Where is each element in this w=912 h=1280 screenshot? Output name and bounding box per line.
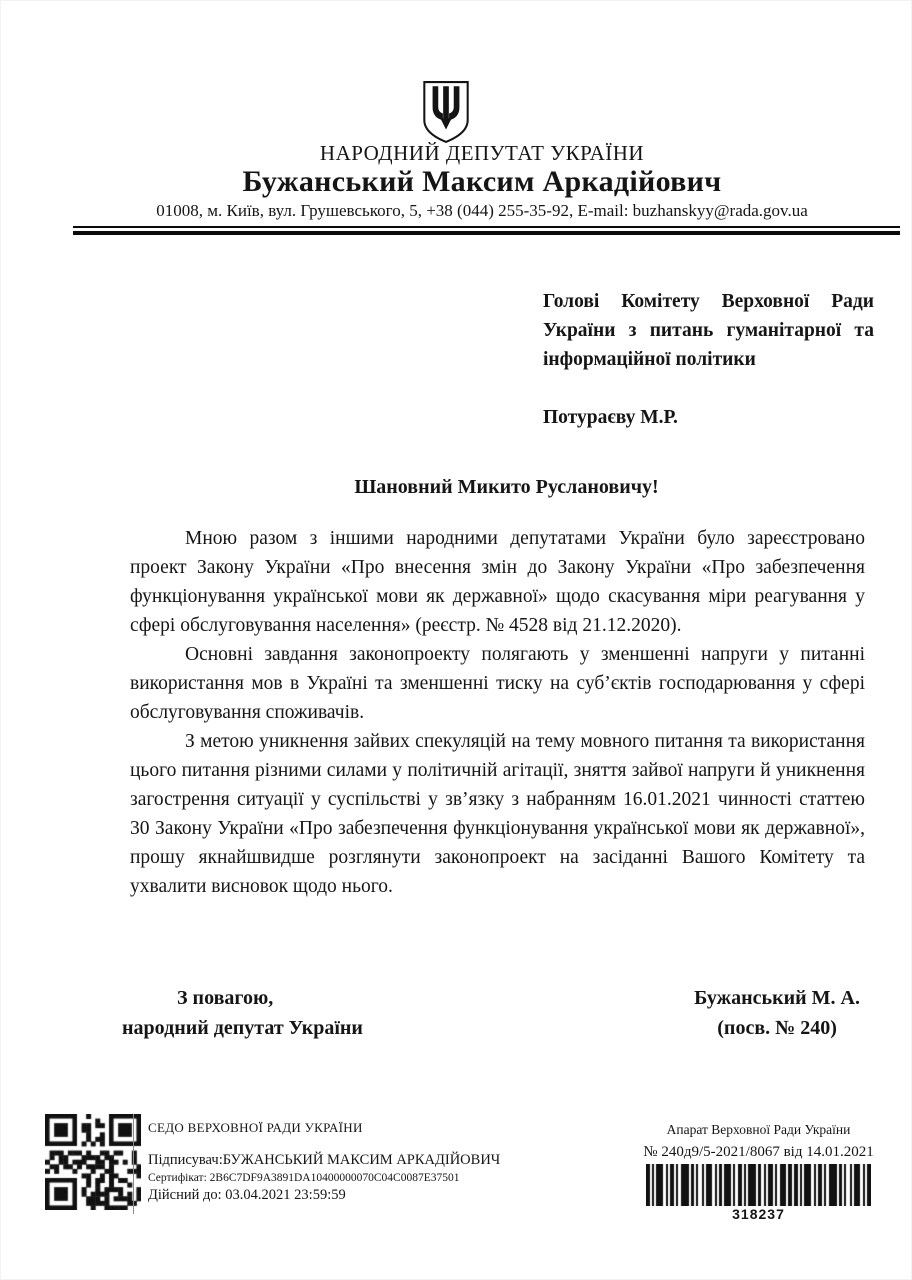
signature-role: народний депутат України — [122, 1017, 363, 1039]
letterhead-title: НАРОДНИЙ ДЕПУТАТ УКРАЇНИ — [319, 141, 645, 165]
body-paragraph: Основні завдання законопроекту полягають у зменшенні напруги у питанні використання мов в Україні та зменшенні тиску на суб’єктів господарювання у сфері обслуговування споживачів. — [130, 644, 865, 723]
signature-block — [122, 983, 860, 1043]
signature-right — [694, 983, 860, 1043]
sedo-signer: Підписувач:БУЖАНСЬКИЙ МАКСИМ АРКАДІЙОВИЧ — [148, 1152, 501, 1168]
footer-divider — [133, 1114, 134, 1214]
registration-stamp — [640, 1122, 877, 1222]
sedo-system-label: СЕДО ВЕРХОВНОЇ РАДИ УКРАЇНИ — [148, 1120, 363, 1135]
salutation: Шановний Микито Руслановичу! — [354, 476, 659, 498]
recipient-block — [543, 287, 874, 432]
barcode-icon — [646, 1164, 871, 1206]
sedo-certificate: Сертифікат: 2B6C7DF9A3891DA10400000070C04C0087E37501 — [148, 1172, 460, 1184]
body-paragraph: Мною разом з іншими народними депутатами України було зареєстровано проект Закону України «Про внесення змін до Закону України «Про забезпечення функціонування української мови як державної» щодо скасування міри реагування у сфері обслуговування населення» (реєстр. № 4528 від 21.12.2020). — [130, 528, 865, 636]
barcode-number: 318237 — [732, 1206, 785, 1222]
sedo-valid-until: Дійсний до: 03.04.2021 23:59:59 — [148, 1187, 346, 1203]
sedo-signature-stamp — [148, 1120, 500, 1204]
recipient-line: України з питань гуманітарної та — [543, 320, 874, 341]
registration-number: № 240д9/5-2021/8067 від 14.01.2021 — [643, 1144, 874, 1160]
signature-credential: (посв. № 240) — [717, 1017, 837, 1039]
recipient-line: інформаційної політики — [543, 349, 756, 370]
letter-body — [130, 524, 865, 901]
recipient-line: Голові Комітету Верховної Ради — [543, 291, 874, 312]
ukraine-trident-icon — [420, 80, 472, 144]
signature-left — [122, 983, 363, 1043]
letterhead-address: 01008, м. Київ, вул. Грушевського, 5, +38 (044) 255-35-92, E-mail: buzhanskyy@rada.gov.ua — [156, 201, 808, 220]
signature-name: Бужанський М. А. — [694, 987, 860, 1009]
body-paragraph: З метою уникнення зайвих спекуляцій на тему мовного питання та використання цього питання різними силами у політичній агітації, зняття зайвої напруги й уникнення загострення ситуації у суспільстві у зв’язку з набранням 16.01.2021 чинності статтею 30 Закону України «Про забезпечення функціонування української мови як державної», прошу якнайшвидше розглянути законопроект на засіданні Вашого Комітету та ухвалити висновок щодо нього. — [130, 731, 865, 897]
footer — [45, 1112, 875, 1242]
recipient-name: Потураєву М.Р. — [543, 407, 678, 428]
signature-closing: З повагою, — [177, 987, 274, 1009]
deputy-name: Бужанський Максим Аркадійович — [242, 165, 722, 198]
qr-code-icon — [45, 1114, 141, 1210]
registration-office: Апарат Верховної Ради України — [666, 1122, 851, 1137]
letterhead-divider — [73, 226, 900, 235]
